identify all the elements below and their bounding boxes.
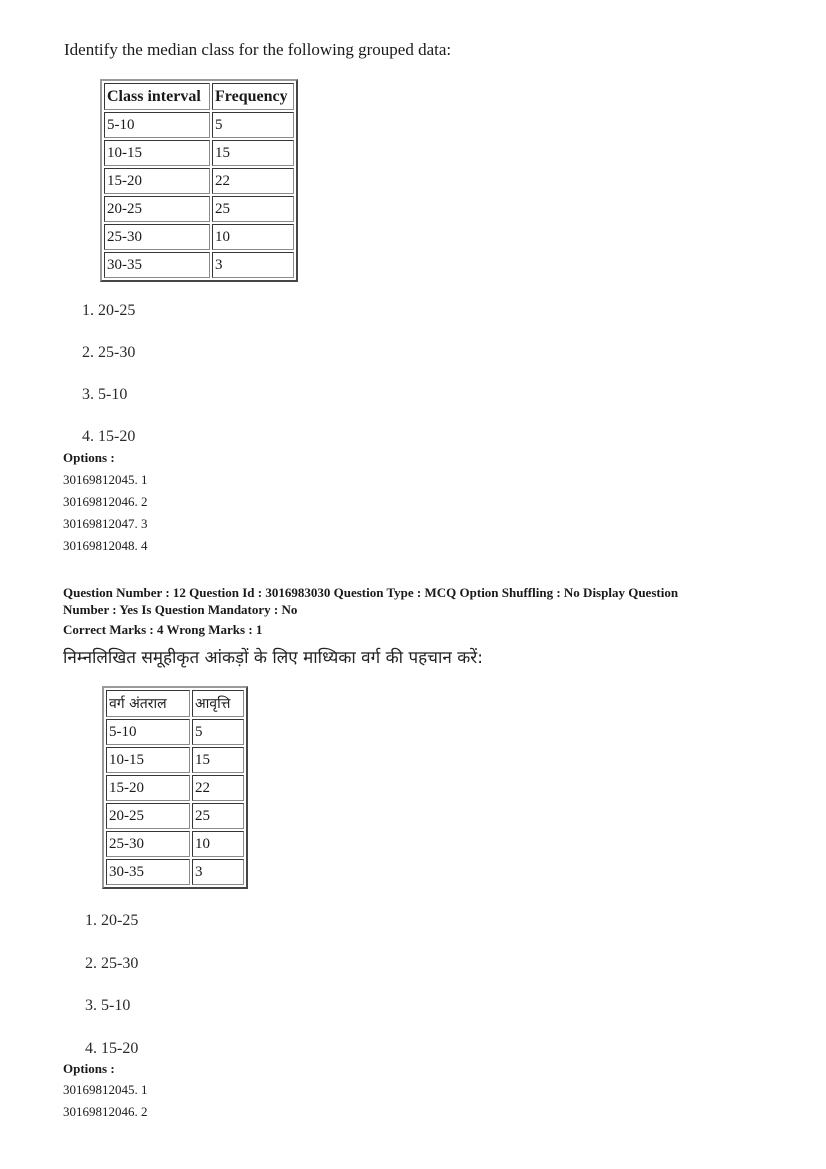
table-row bbox=[106, 775, 244, 801]
table-row bbox=[106, 719, 244, 745]
table-row bbox=[104, 112, 294, 138]
q2-choice-1: 1. 20-25 bbox=[85, 912, 139, 929]
q2-data-table bbox=[102, 686, 248, 889]
class-cell: 15-20 bbox=[106, 775, 190, 801]
q2-option-id-1: 30169812045. 1 bbox=[63, 1082, 148, 1097]
q1-option-id-3: 30169812047. 3 bbox=[63, 516, 148, 531]
table-row bbox=[104, 224, 294, 250]
q1-data-table bbox=[100, 79, 298, 282]
q1-option-id-2: 30169812046. 2 bbox=[63, 494, 148, 509]
class-cell: 10-15 bbox=[104, 140, 210, 166]
q1-header-class-interval: Class interval bbox=[104, 83, 210, 110]
q1-header-frequency: Frequency bbox=[212, 83, 294, 110]
class-cell: 10-15 bbox=[106, 747, 190, 773]
q2-prompt-hindi: निम्नलिखित समूहीकृत आंकड़ों के लिए माध्यिका वर्ग की पहचान करें: bbox=[63, 648, 483, 668]
table-row bbox=[106, 747, 244, 773]
q1-choice-3: 3. 5-10 bbox=[82, 386, 128, 403]
class-cell: 25-30 bbox=[106, 831, 190, 857]
table-row bbox=[104, 252, 294, 278]
class-cell: 25-30 bbox=[104, 224, 210, 250]
frequency-cell: 25 bbox=[192, 803, 244, 829]
q2-marks-line: Correct Marks : 4 Wrong Marks : 1 bbox=[63, 622, 263, 637]
q1-prompt: Identify the median class for the following grouped data: bbox=[64, 40, 452, 59]
q2-header-class-interval: वर्ग अंतराल bbox=[106, 690, 190, 717]
frequency-cell: 25 bbox=[212, 196, 294, 222]
q2-header-frequency: आवृत्ति bbox=[192, 690, 244, 717]
class-cell: 30-35 bbox=[104, 252, 210, 278]
class-cell: 5-10 bbox=[104, 112, 210, 138]
class-cell: 30-35 bbox=[106, 859, 190, 885]
frequency-cell: 3 bbox=[212, 252, 294, 278]
table-row bbox=[106, 859, 244, 885]
class-cell: 5-10 bbox=[106, 719, 190, 745]
q2-option-id-2: 30169812046. 2 bbox=[63, 1104, 148, 1119]
q1-options-label: Options : bbox=[63, 450, 115, 465]
frequency-cell: 5 bbox=[212, 112, 294, 138]
q2-choice-2: 2. 25-30 bbox=[85, 955, 139, 972]
q2-meta-line-2: Number : Yes Is Question Mandatory : No bbox=[63, 602, 298, 617]
q1-option-id-1: 30169812045. 1 bbox=[63, 472, 148, 487]
class-cell: 20-25 bbox=[106, 803, 190, 829]
frequency-cell: 5 bbox=[192, 719, 244, 745]
q2-choice-4: 4. 15-20 bbox=[85, 1040, 139, 1057]
q2-options-label: Options : bbox=[63, 1061, 115, 1076]
frequency-cell: 10 bbox=[212, 224, 294, 250]
table-row bbox=[104, 196, 294, 222]
frequency-cell: 15 bbox=[212, 140, 294, 166]
table-row bbox=[106, 803, 244, 829]
frequency-cell: 15 bbox=[192, 747, 244, 773]
frequency-cell: 3 bbox=[192, 859, 244, 885]
table-row bbox=[106, 831, 244, 857]
q1-option-id-4: 30169812048. 4 bbox=[63, 538, 148, 553]
frequency-cell: 22 bbox=[192, 775, 244, 801]
q1-choice-2: 2. 25-30 bbox=[82, 344, 136, 361]
class-cell: 15-20 bbox=[104, 168, 210, 194]
frequency-cell: 22 bbox=[212, 168, 294, 194]
table-row bbox=[104, 140, 294, 166]
table-row bbox=[104, 168, 294, 194]
q2-meta-line-1: Question Number : 12 Question Id : 3016983030 Question Type : MCQ Option Shuffling : No Display Question bbox=[63, 585, 679, 600]
q1-choice-1: 1. 20-25 bbox=[82, 302, 136, 319]
class-cell: 20-25 bbox=[104, 196, 210, 222]
frequency-cell: 10 bbox=[192, 831, 244, 857]
q2-choice-3: 3. 5-10 bbox=[85, 997, 131, 1014]
q1-choice-4: 4. 15-20 bbox=[82, 428, 136, 445]
